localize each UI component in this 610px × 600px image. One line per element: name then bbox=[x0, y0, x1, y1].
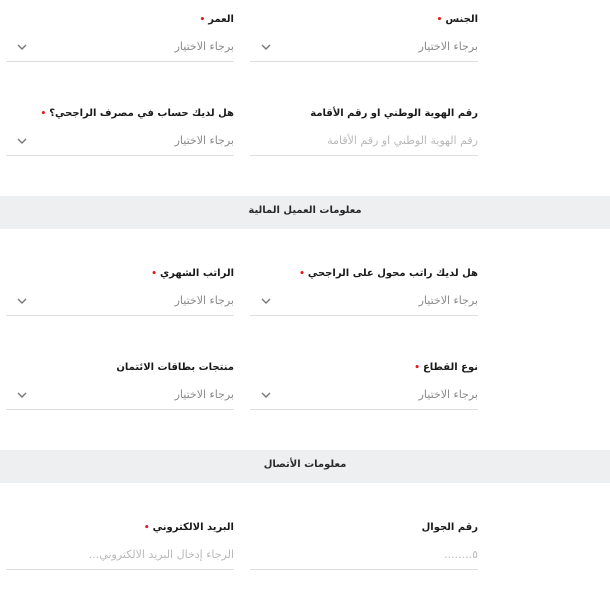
rajhi-account-label: هل لديك حساب في مصرف الراجحي؟• bbox=[40, 108, 234, 119]
sector-type-select-value: برجاء الاختيار bbox=[418, 388, 478, 401]
national-id-input[interactable] bbox=[250, 128, 478, 156]
credit-products-label: منتجات بطاقات الائتمان bbox=[116, 362, 234, 373]
credit-products-select[interactable] bbox=[6, 382, 234, 410]
required-marker: • bbox=[299, 269, 305, 279]
chevron-down-icon bbox=[260, 41, 272, 53]
salary-transfer-label: هل لديك راتب محول على الراجحي• bbox=[299, 268, 478, 279]
age-select-value: برجاء الاختيار bbox=[174, 40, 234, 53]
credit-products-select-value: برجاء الاختيار bbox=[174, 388, 234, 401]
monthly-salary-select-value: برجاء الاختيار bbox=[174, 294, 234, 307]
mobile-field bbox=[250, 522, 478, 582]
sector-type-label: نوع القطاع• bbox=[414, 362, 478, 373]
section-title: معلومات الأتصال bbox=[263, 459, 347, 470]
section-header-contact bbox=[0, 450, 610, 483]
email-field bbox=[6, 522, 234, 582]
section-header-financial bbox=[0, 196, 610, 229]
mobile-input[interactable] bbox=[250, 542, 478, 570]
required-marker: • bbox=[40, 109, 47, 119]
email-input[interactable] bbox=[6, 542, 234, 570]
rajhi-account-field bbox=[6, 108, 234, 168]
required-marker: • bbox=[414, 363, 420, 373]
gender-select-value: برجاء الاختيار bbox=[418, 40, 478, 53]
chevron-down-icon bbox=[16, 295, 28, 307]
row-id-account bbox=[0, 108, 610, 168]
credit-products-field bbox=[6, 362, 234, 422]
mobile-placeholder: ٥........ bbox=[444, 548, 478, 561]
required-marker: • bbox=[143, 523, 150, 533]
national-id-field bbox=[250, 108, 478, 168]
chevron-down-icon bbox=[260, 389, 272, 401]
gender-label: الجنس• bbox=[436, 14, 478, 25]
email-placeholder: الرجاء إدخال البريد الالكتروني... bbox=[88, 548, 234, 561]
row-contact bbox=[0, 522, 610, 582]
required-marker: • bbox=[199, 15, 206, 25]
gender-select[interactable] bbox=[250, 34, 478, 62]
sector-type-field bbox=[250, 362, 478, 422]
row-salary bbox=[0, 268, 610, 328]
national-id-label: رقم الهوية الوطني او رقم الأقامة bbox=[310, 108, 478, 119]
age-label: العمر• bbox=[199, 14, 234, 25]
age-select[interactable] bbox=[6, 34, 234, 62]
sector-type-select[interactable] bbox=[250, 382, 478, 410]
mobile-label: رقم الجوال bbox=[421, 522, 478, 533]
monthly-salary-label: الراتب الشهري• bbox=[151, 268, 234, 279]
chevron-down-icon bbox=[16, 135, 28, 147]
rajhi-account-select-value: برجاء الاختيار bbox=[174, 134, 234, 147]
email-label: البريد الالكتروني• bbox=[143, 522, 234, 533]
chevron-down-icon bbox=[260, 295, 272, 307]
required-marker: • bbox=[436, 15, 443, 25]
salary-transfer-select-value: برجاء الاختيار bbox=[418, 294, 478, 307]
monthly-salary-field bbox=[6, 268, 234, 328]
age-field bbox=[6, 14, 234, 74]
rajhi-account-select[interactable] bbox=[6, 128, 234, 156]
row-sector-products bbox=[0, 362, 610, 422]
chevron-down-icon bbox=[16, 41, 28, 53]
chevron-down-icon bbox=[16, 389, 28, 401]
required-marker: • bbox=[151, 269, 157, 279]
gender-field bbox=[250, 14, 478, 74]
national-id-placeholder: رقم الهوية الوطني او رقم الأقامة bbox=[327, 134, 478, 147]
section-title: معلومات العميل المالية bbox=[248, 205, 362, 216]
salary-transfer-field bbox=[250, 268, 478, 328]
row-gender-age bbox=[0, 14, 610, 74]
monthly-salary-select[interactable] bbox=[6, 288, 234, 316]
salary-transfer-select[interactable] bbox=[250, 288, 478, 316]
